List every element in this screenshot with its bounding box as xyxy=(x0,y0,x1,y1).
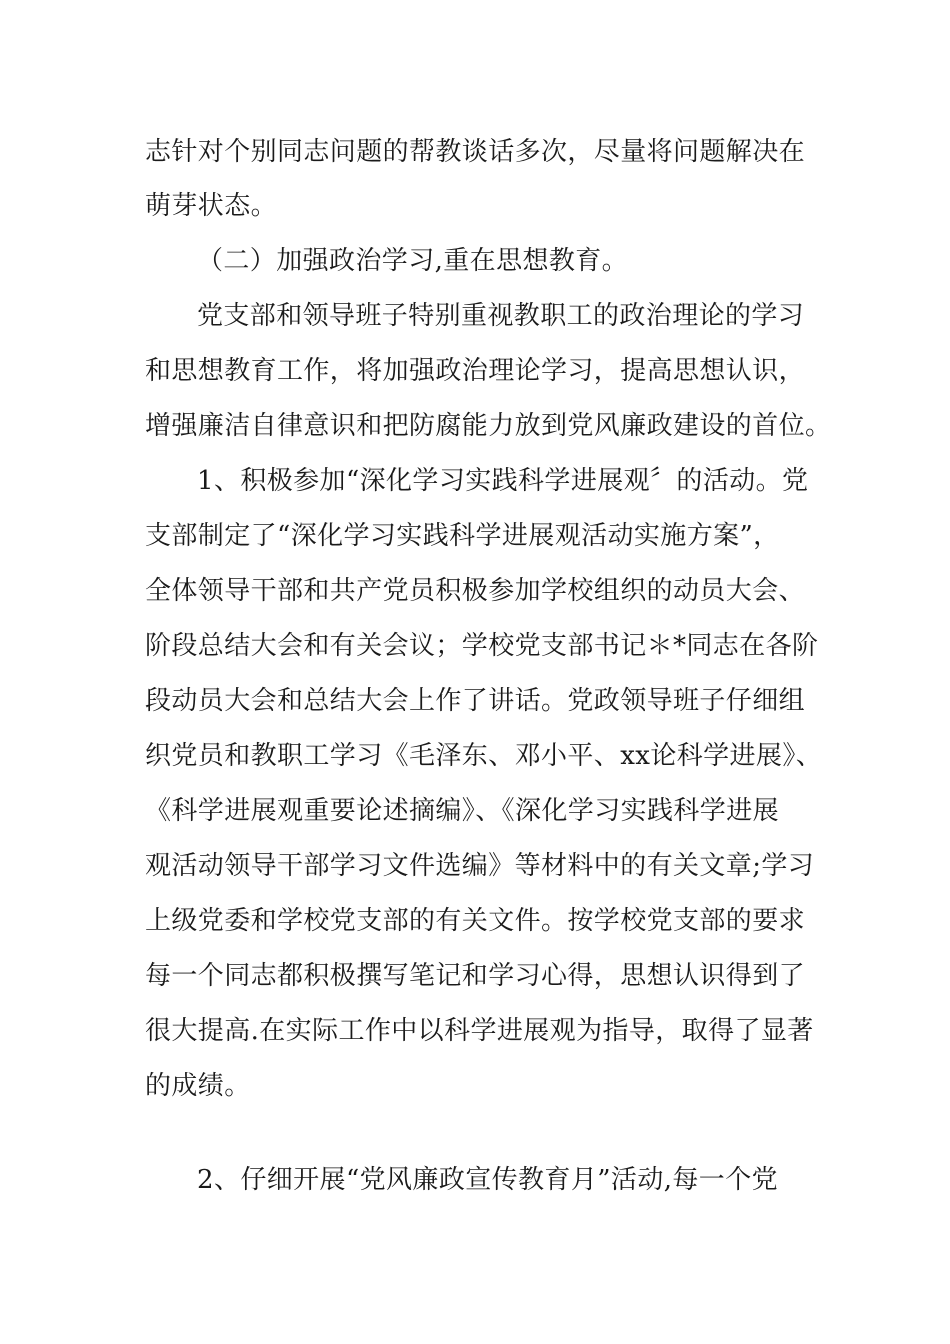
paragraph-line: 增强廉洁自律意识和把防腐能力放到党风廉政建设的首位。 xyxy=(145,411,832,441)
paragraph-line: 党支部和领导班子特别重视教职工的政治理论的学习 xyxy=(197,301,805,331)
paragraph-line: 和思想教育工作，将加强政治理论学习，提高思想认识， xyxy=(145,356,806,386)
paragraph-line: 1、积极参加“深化学习实践科学进展观〞的活动。党 xyxy=(197,466,809,496)
paragraph-line: 全体领导干部和共产党员积极参加学校组织的动员大会、 xyxy=(145,576,806,606)
paragraph-line: 段动员大会和总结大会上作了讲话。党政领导班子仔细组 xyxy=(145,686,806,716)
paragraph-line: 的成绩。 xyxy=(145,1071,251,1101)
text-line: 志针对个别同志问题的帮教谈话多次，尽量将问题解决在 xyxy=(145,137,806,167)
paragraph-line: 《科学进展观重要论述摘编》、《深化学习实践科学进展 xyxy=(145,796,780,826)
paragraph-line: 织党员和教职工学习《毛泽东、邓小平、xx论科学进展》、 xyxy=(145,741,823,771)
paragraph-line: 很大提高.在实际工作中以科学进展观为指导，取得了显著 xyxy=(145,1016,814,1046)
text-line: 萌芽状态。 xyxy=(145,191,278,221)
paragraph-line: 每一个同志都积极撰写笔记和学习心得，思想认识得到了 xyxy=(145,961,806,991)
paragraph-line: 上级党委和学校党支部的有关文件。按学校党支部的要求 xyxy=(145,906,806,936)
paragraph-line: 观活动领导干部学习文件选编》等材料中的有关文章;学习 xyxy=(145,851,815,881)
paragraph-line: 2、仔细开展“党风廉政宣传教育月”活动,每一个党 xyxy=(197,1165,778,1195)
section-heading: （二）加强政治学习,重在思想教育。 xyxy=(197,246,629,276)
paragraph-line: 支部制定了“深化学习实践科学进展观活动实施方案”， xyxy=(145,521,780,551)
paragraph-line: 阶段总结大会和有关会议；学校党支部书记＊*同志在各阶 xyxy=(145,631,819,661)
